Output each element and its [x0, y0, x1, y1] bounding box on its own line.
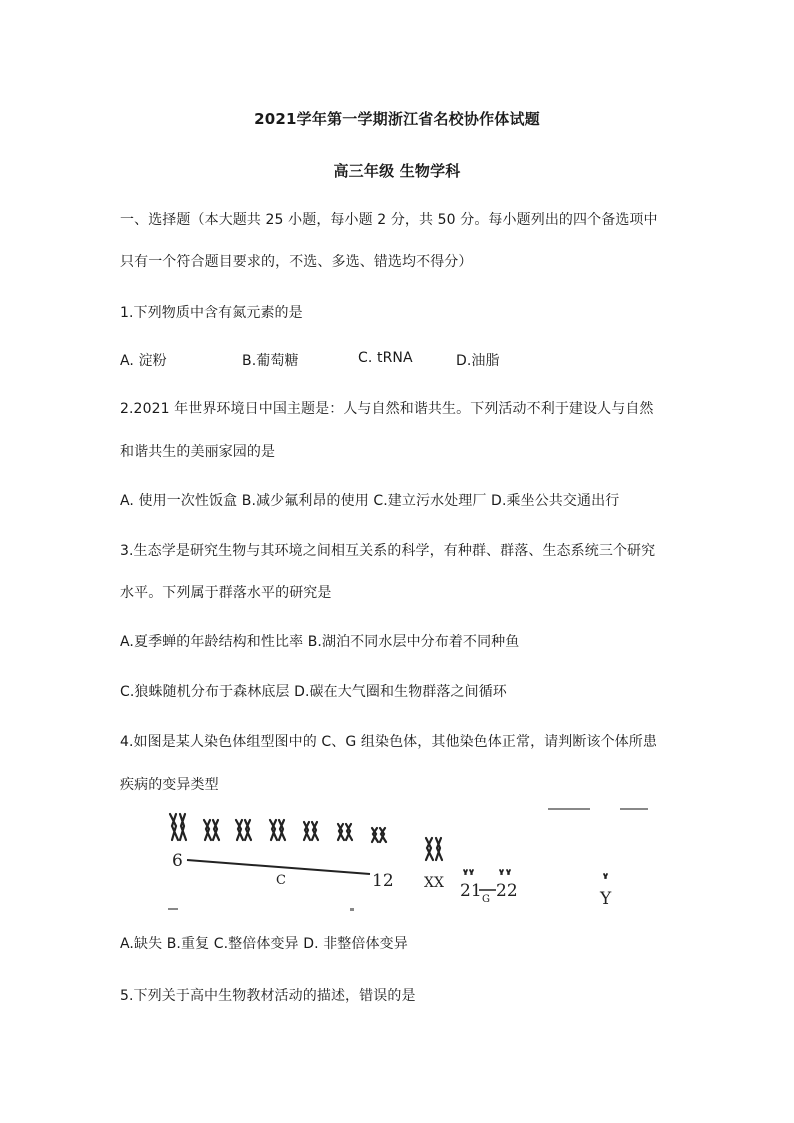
question-2-stem-line2: 和谐共生的美丽家园的是 — [120, 444, 276, 460]
exam-subtitle: 高三年级 生物学科 — [333, 162, 461, 180]
question-1-option-c: C. tRNA — [358, 350, 413, 366]
karyotype-svg — [160, 808, 660, 916]
section-heading-line2: 只有一个符合题目要求的，不选、多选、错选均不得分） — [120, 254, 473, 270]
chromosome-group-g-21 — [464, 870, 473, 874]
g-group-start-label: 21 — [460, 881, 482, 901]
question-4-stem-line2: 疾病的变异类型 — [120, 777, 219, 793]
chromosome-y — [604, 874, 607, 878]
question-1-options — [120, 350, 640, 370]
question-2-stem-line1: 2.2021 年世界环境日中国主题是：人与自然和谐共生。下列活动不利于建设人与自然 — [120, 401, 654, 417]
question-3-options-line1: A.夏季蝉的年龄结构和性比率 B.湖泊不同水层中分布着不同种鱼 — [120, 634, 520, 650]
chromosome-group-g-22 — [500, 870, 510, 874]
question-4-options: A.缺失 B.重复 C.整倍体变异 D. 非整倍体变异 — [120, 936, 408, 952]
question-4-stem-line1: 4.如图是某人染色体组型图中的 C、G 组染色体，其他染色体正常，请判断该个体所患 — [120, 734, 657, 750]
exam-title: 2021学年第一学期浙江省名校协作体试题 — [254, 110, 540, 128]
c-group-start-label: 6 — [172, 851, 183, 871]
section-heading-line1: 一、选择题（本大题共 25 小题，每小题 2 分，共 50 分。每小题列出的四个备选项中 — [120, 212, 658, 228]
g-group-end-label: 22 — [496, 881, 518, 901]
question-1-option-b: B.葡萄糖 — [242, 353, 299, 369]
question-5-stem: 5.下列关于高中生物教材活动的描述，错误的是 — [120, 988, 416, 1004]
question-1-option-a: A. 淀粉 — [120, 353, 167, 369]
karyotype-figure — [160, 808, 660, 916]
chromosome-pair-c3 — [236, 820, 251, 840]
y-chromosome-label: Y — [600, 889, 612, 909]
question-3-stem-line2: 水平。下列属于群落水平的研究是 — [120, 585, 332, 601]
g-group-label: G — [482, 894, 490, 905]
sex-chromosome-label: XX — [424, 875, 444, 891]
chromosome-pair-c6 — [338, 824, 352, 840]
chromosome-pair-c5 — [304, 822, 318, 840]
chromosome-pair-xx — [426, 838, 442, 860]
question-2-options: A. 使用一次性饭盒 B.减少氟利昂的使用 C.建立污水处理厂 D.乘坐公共交通出行 — [120, 493, 620, 509]
question-3-options-line2: C.狼蛛随机分布于森林底层 D.碳在大气圈和生物群落之间循环 — [120, 684, 507, 700]
c-group-line — [187, 860, 370, 874]
question-1-stem: 1.下列物质中含有氮元素的是 — [120, 305, 303, 321]
chromosome-pair-c4 — [270, 820, 285, 840]
c-group-end-label: 12 — [372, 871, 394, 891]
chromosome-pair-c2 — [204, 820, 219, 840]
c-group-label: C — [276, 873, 286, 888]
question-1-option-d: D.油脂 — [456, 353, 500, 369]
question-3-stem-line1: 3.生态学是研究生物与其环境之间相互关系的科学，有种群、群落、生态系统三个研究 — [120, 543, 656, 559]
chromosome-pair-c1 — [170, 814, 186, 840]
chromosome-pair-c7 — [372, 828, 386, 842]
